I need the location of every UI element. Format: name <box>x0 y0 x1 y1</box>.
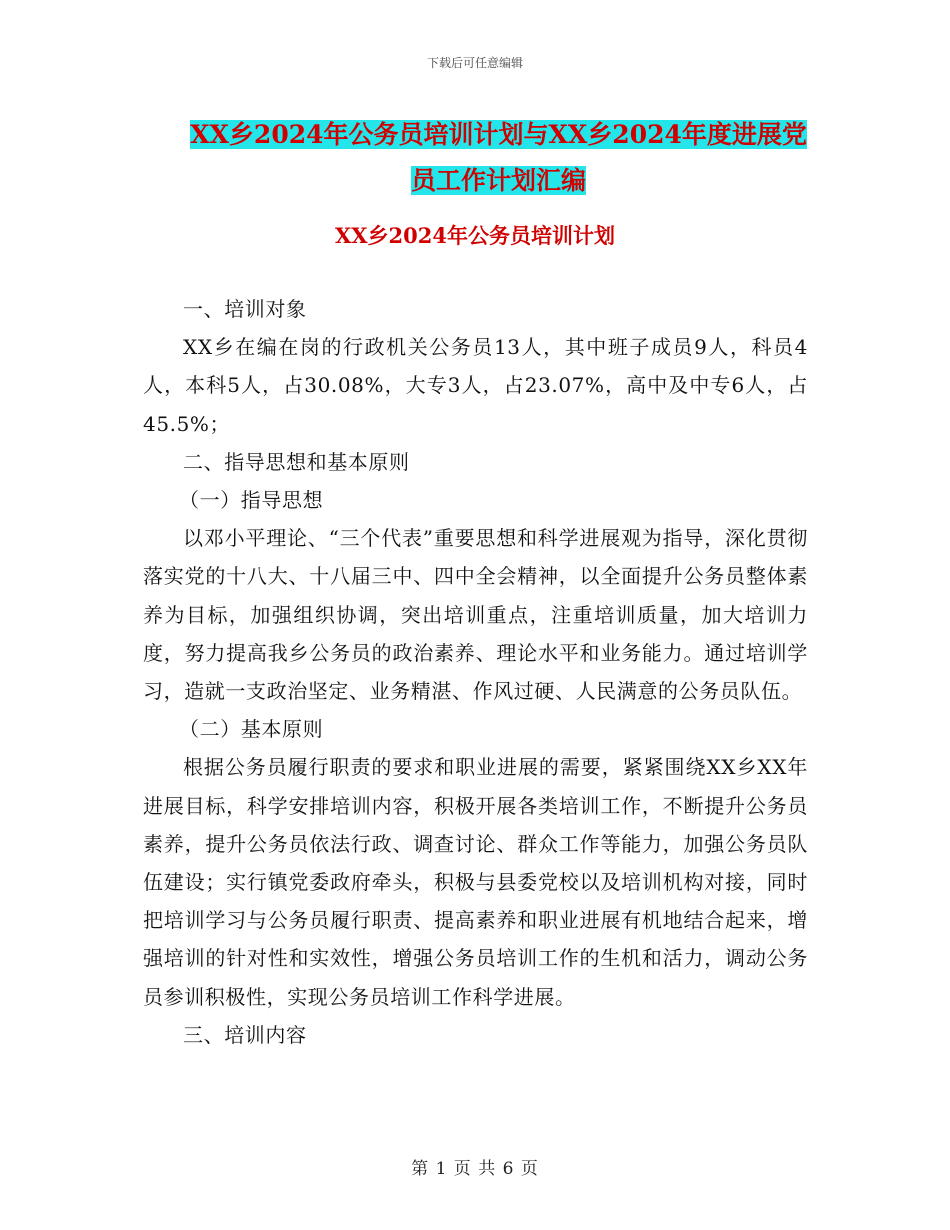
paragraph-basic-principles: 根据公务员履行职责的要求和职业进展的需要，紧紧围绕XX乡XX年进展目标，科学安排培训内容，积极开展各类培训工作，不断提升公务员素养，提升公务员依法行政、调查讨论、群众工作等能力，加强公务员队伍建设；实行镇党委政府牵头，积极与县委党校以及培训机构对接，同时把培训学习与公务员履行职责、提高素养和职业进展有机地结合起来，增强培训的针对性和实效性，增强公务员培训工作的生机和活力，调动公务员参训积极性，实现公务员培训工作科学进展。 <box>143 755 808 1009</box>
paragraph-guiding-ideology: 以邓小平理论、“三个代表”重要思想和科学进展观为指导，深化贯彻落实党的十八大、十八届三中、四中全会精神，以全面提升公务员整体素养为目标，加强组织协调，突出培训重点，注重培训质量，加大培训力度，努力提高我乡公务员的政治素养、理论水平和业务能力。通过培训学习，造就一支政治坚定、业务精湛、作风过硬、人民满意的公务员队伍。 <box>143 526 808 704</box>
page-header-note: 下载后可任意编辑 <box>426 56 523 70</box>
page-footer: 第 1 页 共 6 页 <box>411 1159 539 1179</box>
section-title: XX乡2024年公务员培训计划 <box>334 223 616 248</box>
subheading-guiding-ideology: （一）指导思想 <box>179 488 324 513</box>
document-body <box>143 290 808 1054</box>
heading-training-content: 三、培训内容 <box>183 1022 307 1047</box>
subheading-basic-principles: （二）基本原则 <box>179 717 324 742</box>
paragraph-training-targets: XX乡在编在岗的行政机关公务员13人，其中班子成员9人，科员4人，本科5人，占30.08%，大专3人，占23.07%，高中及中专6人，占45.5%； <box>143 335 808 436</box>
document-title-text: XX乡2024年公务员培训计划与XX乡2024年度进展党员工作计划汇编 <box>190 120 807 195</box>
heading-training-targets: 一、培训对象 <box>183 297 307 321</box>
heading-guiding-principles: 二、指导思想和基本原则 <box>183 449 410 474</box>
document-title <box>186 112 811 204</box>
